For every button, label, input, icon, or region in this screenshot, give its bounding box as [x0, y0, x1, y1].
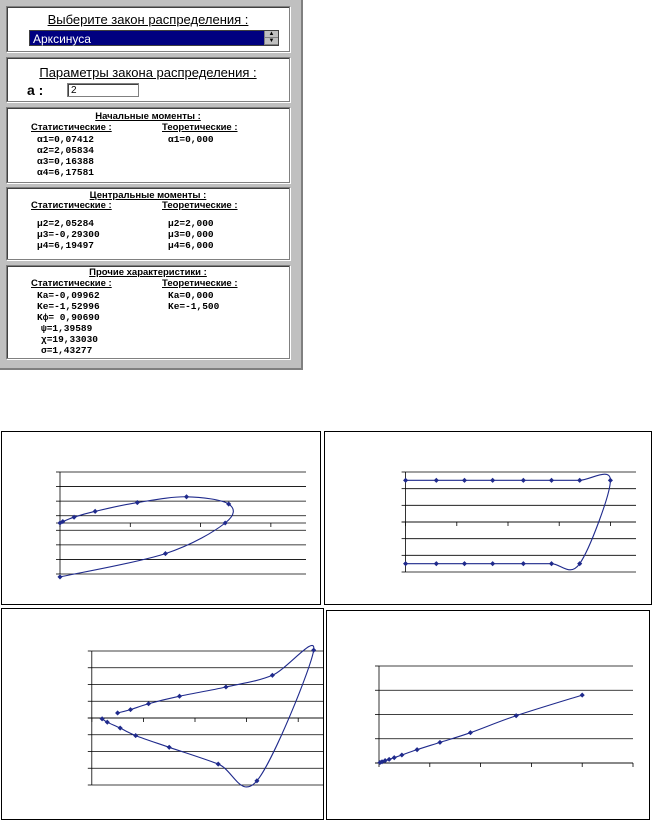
other-title: Прочие характеристики :: [89, 267, 207, 278]
data-point: [403, 478, 408, 483]
central-stat-value: μ4=6,19497: [37, 240, 95, 251]
distribution-selected-value: Арксинуса: [33, 32, 91, 46]
spinner-down-icon[interactable]: ▼: [265, 38, 278, 45]
params-title: Параметры закона распределения :: [39, 65, 257, 80]
other-stat-value: Ka=-0,09962: [37, 290, 100, 301]
data-point: [577, 478, 582, 483]
central-theor-value: μ4=6,000: [168, 240, 214, 251]
central-moments-group: [6, 187, 290, 260]
data-point: [216, 762, 221, 767]
data-point: [580, 693, 585, 698]
central-theor-header: Теоретические :: [162, 200, 238, 211]
data-point: [434, 561, 439, 566]
param-a-input[interactable]: 2: [67, 83, 139, 97]
data-point: [549, 561, 554, 566]
data-point: [133, 733, 138, 738]
distribution-title: Выберите закон распределения :: [47, 12, 249, 27]
chart-4: [326, 610, 650, 820]
series-line: [60, 497, 233, 577]
data-point: [93, 509, 98, 514]
data-point: [490, 561, 495, 566]
data-point: [521, 561, 526, 566]
param-a-label: a :: [27, 82, 44, 98]
other-stat-value: σ=1,43277: [41, 345, 93, 356]
params-group: [6, 57, 290, 102]
data-point: [223, 684, 228, 689]
data-point: [434, 478, 439, 483]
data-point: [468, 730, 473, 735]
series-line: [102, 645, 314, 787]
distribution-select[interactable]: [29, 30, 279, 46]
data-point: [387, 757, 392, 762]
other-theor-value: Ka=0,000: [168, 290, 214, 301]
data-point: [105, 720, 110, 725]
data-point: [462, 561, 467, 566]
chart-1: [1, 431, 321, 605]
other-stat-value: ψ=1,39589: [41, 323, 93, 334]
other-stat-header: Статистические :: [31, 278, 112, 289]
chart-3-svg: [2, 609, 323, 819]
other-stat-value: χ=19,33030: [41, 334, 99, 345]
central-moments-title: Центральные моменты :: [89, 190, 207, 201]
chart-4-svg: [327, 611, 649, 819]
spinner-up-icon[interactable]: ▲: [265, 31, 278, 38]
other-stat-value: Ke=-1,52996: [37, 301, 100, 312]
data-point: [399, 752, 404, 757]
central-theor-value: μ2=2,000: [168, 218, 214, 229]
data-point: [403, 561, 408, 566]
data-point: [514, 713, 519, 718]
initial-stat-value: α2=2,05834: [37, 145, 95, 156]
central-stat-value: μ3=-0,29300: [37, 229, 100, 240]
initial-stat-value: α1=0,07412: [37, 134, 95, 145]
series-line: [380, 695, 582, 762]
data-point: [608, 478, 613, 483]
distribution-dialog: [0, 0, 303, 370]
central-theor-value: μ3=0,000: [168, 229, 214, 240]
data-point: [128, 707, 133, 712]
other-characteristics-group: [6, 265, 290, 359]
initial-stat-value: α3=0,16388: [37, 156, 95, 167]
chart-3: [1, 608, 324, 820]
data-point: [146, 701, 151, 706]
data-point: [549, 478, 554, 483]
chart-2-svg: [325, 432, 651, 604]
initial-stat-header: Статистические :: [31, 122, 112, 133]
data-point: [490, 478, 495, 483]
distribution-spinner[interactable]: [264, 31, 278, 45]
data-point: [415, 747, 420, 752]
distribution-group: [6, 6, 290, 52]
initial-theor-header: Теоретические :: [162, 122, 238, 133]
data-point: [57, 574, 62, 579]
data-point: [392, 755, 397, 760]
data-point: [184, 494, 189, 499]
initial-moments-group: [6, 107, 290, 183]
data-point: [163, 551, 168, 556]
other-stat-value: Kф= 0,90690: [37, 312, 100, 323]
data-point: [167, 745, 172, 750]
data-point: [270, 673, 275, 678]
data-point: [437, 740, 442, 745]
other-theor-header: Теоретические :: [162, 278, 238, 289]
data-point: [462, 478, 467, 483]
chart-1-svg: [2, 432, 320, 604]
data-point: [115, 710, 120, 715]
data-point: [311, 648, 316, 653]
central-stat-header: Статистические :: [31, 200, 112, 211]
chart-2: [324, 431, 652, 605]
central-stat-value: μ2=2,05284: [37, 218, 95, 229]
data-point: [118, 726, 123, 731]
data-point: [177, 694, 182, 699]
initial-moments-title: Начальные моменты :: [95, 111, 201, 122]
initial-stat-value: α4=6,17581: [37, 167, 95, 178]
initial-theor-value: α1=0,000: [168, 134, 214, 145]
other-theor-value: Ke=-1,500: [168, 301, 220, 312]
data-point: [521, 478, 526, 483]
